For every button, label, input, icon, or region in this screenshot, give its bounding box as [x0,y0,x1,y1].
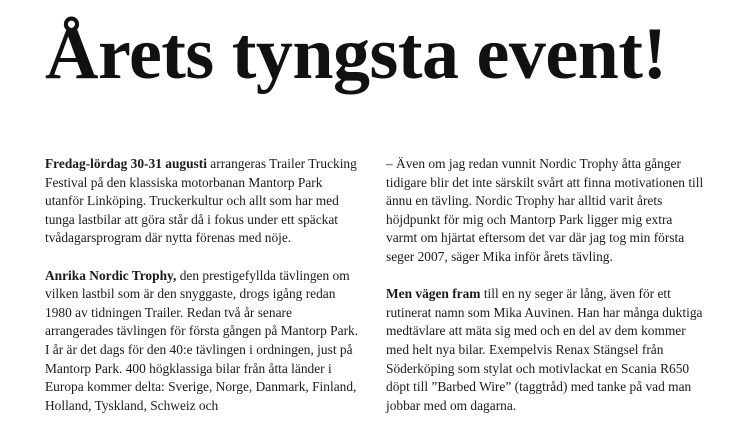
right-column [386,155,706,434]
paragraph-competitors [386,285,706,415]
paragraph-text: – Även om jag redan vunnit Nordic Trophy åtta gånger tidigare blir det inte särskilt svårt att finna motivationen till ännu en tävling. Nordic Trophy har alltid varit årets höjdpunkt för mig och Mantorp Park ligger mig extra varmt om hjärtat eftersom det var där jag tog min första seger 2007, säger Mika inför årets tävling. [386,156,704,264]
paragraph-intro [45,155,361,248]
paragraph-lead: Men vägen fram [386,286,481,302]
paragraph-text: den prestigefyllda tävlingen om vilken lastbil som är den snyggaste, drogs igång redan 1980 av tidningen Trailer. Redan två år senare arrangerades tävlingen för första gången på Mantorp Park. I år är det dags för den 40:e tävlingen i ordningen, just på Mantorp Park. 400 högklassiga bilar från åtta länder i Europa kommer delta: Sverige, Norge, Danmark, Finland, Holland, Tyskland, Schweiz och [45,267,359,413]
paragraph-text: arrangeras Trailer Trucking Festival på den klassiska motorbanan Mantorp Park utanför Linköping. Truckerkultur och allt som har med tunga lastbilar att göra står då i fokus under ett späckat tvådagarsprogram där nytta förenas med nöje. [45,156,357,246]
paragraph-lead: Anrika Nordic Trophy, [45,267,177,283]
paragraph-quote [386,155,706,267]
headline: Årets tyngsta event! [45,13,667,95]
paragraph-lead: Fredag-lördag 30-31 augusti [45,156,207,171]
paragraph-nordic-trophy [45,267,361,416]
left-column [45,155,361,434]
paragraph-text: till en ny seger är lång, även för ett rutinerat namn som Mika Auvinen. Han har många duktiga medtävlare att mäta sig med och en del av dem kommer med helt nya bilar. Exempelvis Renax Stängsel från Söderköping som stylat och motivlackat en Scania R650 döpt till ”Barbed Wire” (taggtråd) med tanke på vad man jobbar med om dagarna. [386,286,703,413]
